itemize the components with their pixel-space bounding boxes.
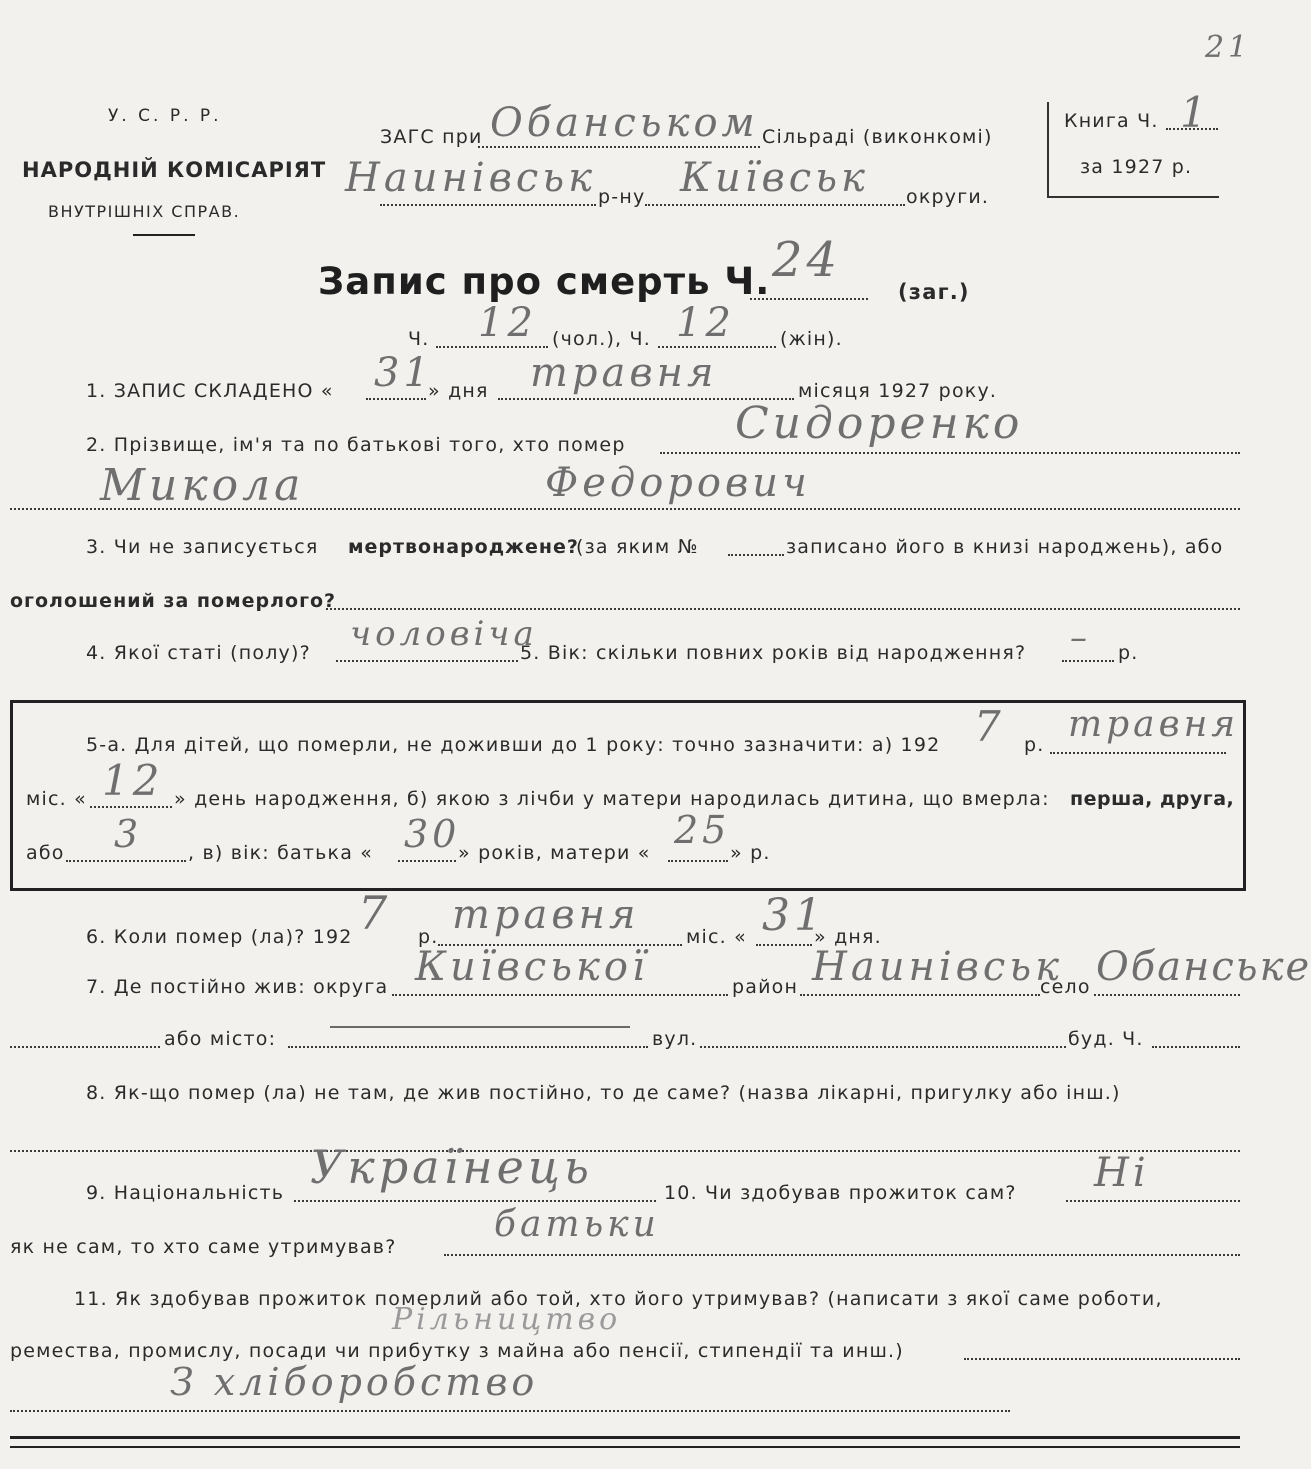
- item6-r: р.: [418, 926, 439, 948]
- item5-value: –: [1070, 618, 1091, 658]
- male-count: 12: [478, 300, 537, 346]
- item5a-day: 12: [102, 756, 164, 805]
- item1-day: 31: [374, 350, 433, 396]
- item4-line: [336, 660, 518, 662]
- record-number: 24: [772, 232, 842, 288]
- item1-mid: » дня: [428, 380, 489, 402]
- item11-line2: ремества, промислу, посади чи прибутку з майна або пенсії, стипендії та инш.): [10, 1340, 904, 1362]
- item5-unit: р.: [1118, 642, 1139, 664]
- female-label: (жін).: [780, 328, 843, 350]
- item4-value: чоловіча: [350, 614, 538, 654]
- item7-misto-dash: [330, 1026, 630, 1028]
- okrug-field-line: [645, 204, 905, 206]
- district-field-line: [380, 204, 596, 206]
- male-label: (чол.), Ч.: [552, 328, 652, 350]
- item10-value: Ні: [1094, 1150, 1150, 1196]
- district-label: р-ну: [598, 186, 646, 208]
- item2-line1: [660, 452, 1240, 454]
- item7-selo-label: село: [1040, 976, 1091, 998]
- item7-okrug-line: [392, 994, 728, 996]
- item7-bud-line: [1152, 1046, 1240, 1048]
- item7-selo: Обанське: [1096, 944, 1311, 990]
- corner-number: 21: [1205, 30, 1252, 65]
- item6-suffix: » дня.: [814, 926, 882, 948]
- item5a-mother: 25: [674, 808, 731, 852]
- item2-label: 2. Прізвище, ім'я та по батькові того, хто помер: [86, 434, 626, 456]
- item7-line2a: [10, 1046, 160, 1048]
- book-value: 1: [1180, 88, 1211, 137]
- item2-patronymic: Федорович: [545, 460, 811, 506]
- item9-line: [294, 1200, 656, 1202]
- item8-label: 8. Як-що помер (ла) не там, де жив постійно, то де саме? (назва лікарні, пригулку або інш.): [86, 1082, 1121, 1104]
- item10-label: 10. Чи здобував прожиток сам?: [664, 1182, 1017, 1204]
- record-title: Запис про смерть Ч.: [318, 260, 771, 303]
- item5a-line3a: , в) вік: батька «: [188, 842, 374, 864]
- item6-prefix: 6. Коли помер (ла)? 192: [86, 926, 353, 948]
- republic-label: У. С. Р. Р.: [108, 106, 222, 126]
- item2-name: Микола: [100, 460, 305, 511]
- item6-mis: міс. «: [686, 926, 747, 948]
- header-divider: [133, 234, 195, 236]
- item6-day-line: [756, 944, 812, 946]
- item7-raion-label: район: [732, 976, 799, 998]
- item5-line: [1062, 660, 1114, 662]
- item11-line3: [10, 1410, 1010, 1412]
- bottom-rule-1: [10, 1436, 1240, 1439]
- item7-bud: буд. Ч.: [1068, 1028, 1144, 1050]
- record-ch-label: Ч.: [408, 328, 430, 350]
- item6-year-digit: 7: [358, 886, 392, 940]
- item11-line2-dots: [964, 1358, 1240, 1360]
- item1-day-line: [366, 398, 426, 400]
- item10b-value: батьки: [494, 1204, 660, 1245]
- item5a-year-digit: 7: [974, 702, 1005, 751]
- item6-month: травня: [452, 892, 640, 938]
- item5a-line1: 5-а. Для дітей, що померли, не доживши до 1 року: точно зазначити: а) 192: [86, 734, 941, 756]
- item5-label: 5. Вік: скільки повних років від народження?: [520, 642, 1027, 664]
- item3-e: оголошений за померлого?: [10, 590, 337, 612]
- item1-prefix: 1. ЗАПИС СКЛАДЕНО «: [86, 380, 334, 402]
- item5a-father: 30: [404, 812, 461, 856]
- item1-suffix: місяця 1927 року.: [798, 380, 998, 402]
- item5a-order: 3: [114, 812, 143, 856]
- item5a-day-line: [90, 806, 172, 808]
- item11-line1: 11. Як здобував прожиток померлий або той, хто його утримував? (написати з якої саме роботи,: [74, 1288, 1163, 1310]
- item5a-month: травня: [1068, 704, 1240, 745]
- item3-b: мертвонароджене?: [348, 536, 579, 558]
- item7-misto-line: [288, 1046, 648, 1048]
- item5a-abo: або: [26, 842, 65, 864]
- commissariat-label: НАРОДНІЙ КОМІСАРІЯТ: [22, 158, 327, 182]
- item3-number-line: [728, 554, 784, 556]
- item9-value: Українець: [310, 1140, 593, 1194]
- item5a-line3b: » років, матери «: [458, 842, 651, 864]
- item3-line: [326, 608, 1240, 610]
- item5a-month-line: [1050, 752, 1226, 754]
- zags-prefix: ЗАГС при: [380, 126, 483, 148]
- okrug-label: округи.: [906, 186, 990, 208]
- district-value: Наинівськ: [345, 155, 596, 201]
- okrug-value: Київськ: [680, 155, 869, 201]
- department-label: ВНУТРІШНІХ СПРАВ.: [48, 202, 241, 221]
- item7-misto: або місто:: [164, 1028, 277, 1050]
- item5a-order-line: [66, 860, 186, 862]
- item5a-father-line: [398, 860, 456, 862]
- item5a-mis: міс. «: [26, 788, 87, 810]
- male-count-line: [436, 346, 548, 348]
- item7-label: 7. Де постійно жив: округа: [86, 976, 389, 998]
- item5a-line2: » день народження, б) якою з лічби у матери народилась дитина, що вмерла:: [174, 788, 1050, 810]
- item3-a: 3. Чи не записується: [86, 536, 319, 558]
- item7-okrug: Київської: [415, 944, 649, 990]
- item9-label: 9. Національність: [86, 1182, 285, 1204]
- item5a-line3c: » р.: [730, 842, 771, 864]
- item10b-label: як не сам, то хто саме утримував?: [10, 1236, 397, 1258]
- female-count: 12: [676, 300, 735, 346]
- item7-selo-line: [1094, 994, 1240, 996]
- item11-value2: З хліборобство: [170, 1360, 539, 1404]
- item3-d: записано його в книзі народжень), або: [786, 536, 1224, 558]
- book-label: Книга Ч.: [1064, 110, 1159, 132]
- item7-vul: вул.: [652, 1028, 698, 1050]
- item2-surname: Сидоренко: [735, 398, 1024, 449]
- item8-line: [10, 1150, 1240, 1152]
- item1-month: травня: [530, 350, 718, 396]
- item7-vul-line: [700, 1046, 1066, 1048]
- item5a-options: перша, друга,: [1070, 788, 1235, 810]
- year-label: за 1927 р.: [1080, 156, 1193, 178]
- item10b-line: [444, 1254, 1240, 1256]
- female-count-line: [658, 346, 776, 348]
- item7-raion-line: [800, 994, 1040, 996]
- item4-label: 4. Якої статі (полу)?: [86, 642, 311, 664]
- zags-field-line: [478, 146, 760, 148]
- item3-c: (за яким №: [576, 536, 699, 558]
- zags-value: Обанськом: [490, 100, 759, 146]
- item10-line: [1066, 1200, 1240, 1202]
- zags-suffix: Сільраді (виконкомі): [762, 126, 993, 148]
- item5a-r: р.: [1024, 734, 1045, 756]
- record-suffix: (заг.): [898, 280, 970, 304]
- bottom-rule-2: [10, 1446, 1240, 1448]
- item11-value1: Рільництво: [392, 1302, 622, 1337]
- item5a-mother-line: [668, 860, 728, 862]
- record-number-line: [750, 298, 868, 300]
- item6-day: 31: [762, 890, 826, 941]
- item7-raion: Наинівськ: [812, 944, 1063, 990]
